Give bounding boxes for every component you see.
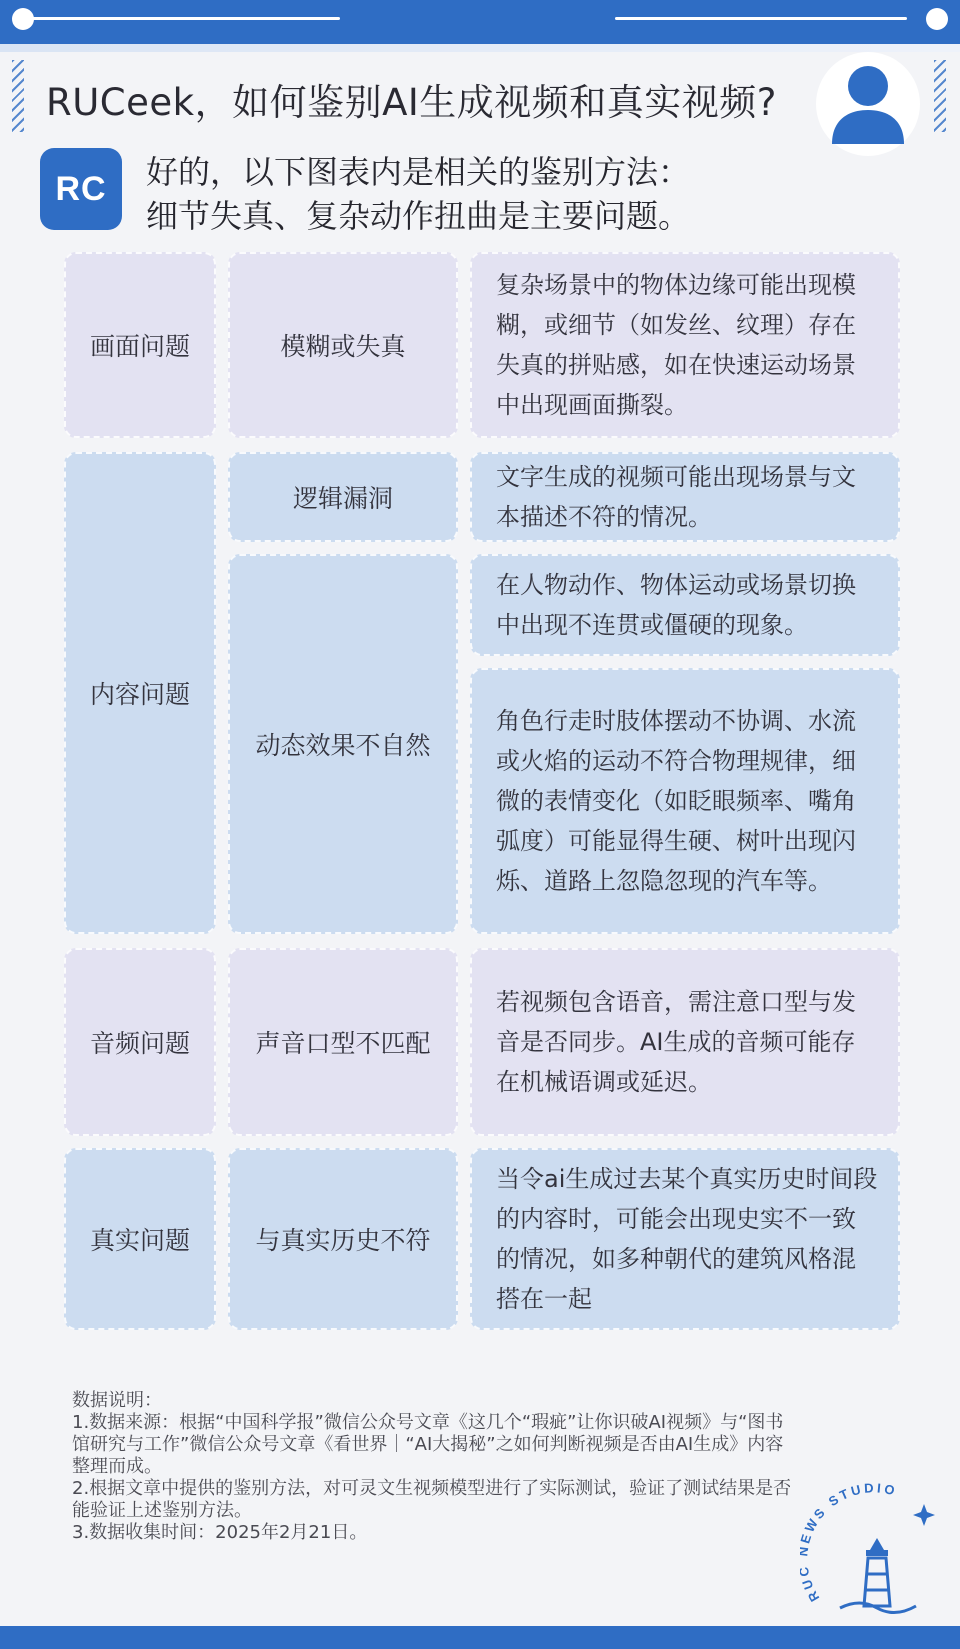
issue-cell: 声音口型不匹配 xyxy=(228,948,458,1136)
lighthouse-icon xyxy=(800,1480,950,1630)
issue-cell: 动态效果不自然 xyxy=(228,554,458,934)
banner-line-right xyxy=(615,17,907,20)
stripe-decoration-left xyxy=(12,60,24,132)
ruc-news-studio-logo xyxy=(800,1480,950,1630)
category-cell: 音频问题 xyxy=(64,948,216,1136)
data-notes xyxy=(72,1390,792,1544)
description-cell: 若视频包含语音，需注意口型与发音是否同步。AI生成的音频可能存在机械语调或延迟。 xyxy=(470,948,900,1136)
stripe-decoration-right xyxy=(934,60,946,132)
category-cell: 真实问题 xyxy=(64,1148,216,1330)
svg-text:RUC NEWS STUDIO xyxy=(800,1480,899,1604)
banner-line-left xyxy=(22,17,340,20)
bottom-banner xyxy=(0,1626,960,1649)
answer-line-1: 好的，以下图表内是相关的鉴别方法： xyxy=(146,153,691,191)
rc-badge: RC xyxy=(40,148,122,230)
issue-cell: 模糊或失真 xyxy=(228,252,458,438)
user-avatar-icon xyxy=(828,62,908,146)
notes-title: 数据说明： xyxy=(72,1390,162,1411)
category-cell: 内容问题 xyxy=(64,452,216,934)
issue-cell: 与真实历史不符 xyxy=(228,1148,458,1330)
stamp-text: R WS STUDIO xyxy=(801,1480,900,1605)
description-cell: 文字生成的视频可能出现场景与文本描述不符的情况。 xyxy=(470,452,900,542)
description-cell: 在人物动作、物体运动或场景切换中出现不连贯或僵硬的现象。 xyxy=(470,554,900,656)
issue-cell: 逻辑漏洞 xyxy=(228,452,458,542)
note-line: 2.根据文章中提供的鉴别方法，对可灵文生视频模型进行了实际测试，验证了测试结果是否能验证上述鉴别方法。 xyxy=(72,1478,792,1521)
description-cell: 当令ai生成过去某个真实历史时间段的内容时，可能会出现史实不一致的情况，如多种朝代的建筑风格混搭在一起 xyxy=(470,1148,900,1330)
note-line: 1.数据来源：根据“中国科学报”微信公众号文章《这几个“瑕疵”让你识破AI视频》与“图书馆研究与工作”微信公众号文章《看世界｜“AI大揭秘”之如何判断视频是否由AI生成》内容整理而成。 xyxy=(72,1412,784,1477)
avatar xyxy=(816,52,920,156)
category-cell: 画面问题 xyxy=(64,252,216,438)
banner-dot-right xyxy=(926,8,948,30)
description-cell: 复杂场景中的物体边缘可能出现模糊，或细节（如发丝、纹理）存在失真的拼贴感，如在快速运动场景中出现画面撕裂。 xyxy=(470,252,900,438)
answer-text xyxy=(146,150,946,238)
question-title: RUCeek，如何鉴别AI生成视频和真实视频? xyxy=(46,81,777,124)
note-line: 3.数据收集时间：2025年2月21日。 xyxy=(72,1522,368,1543)
banner-underline xyxy=(0,44,960,52)
answer-line-2: 细节失真、复杂动作扭曲是主要问题。 xyxy=(146,197,691,235)
description-cell: 角色行走时肢体摆动不协调、水流或火焰的运动不符合物理规律，细微的表情变化（如眨眼频率、嘴角弧度）可能显得生硬、树叶出现闪烁、道路上忽隐忽现的汽车等。 xyxy=(470,668,900,934)
